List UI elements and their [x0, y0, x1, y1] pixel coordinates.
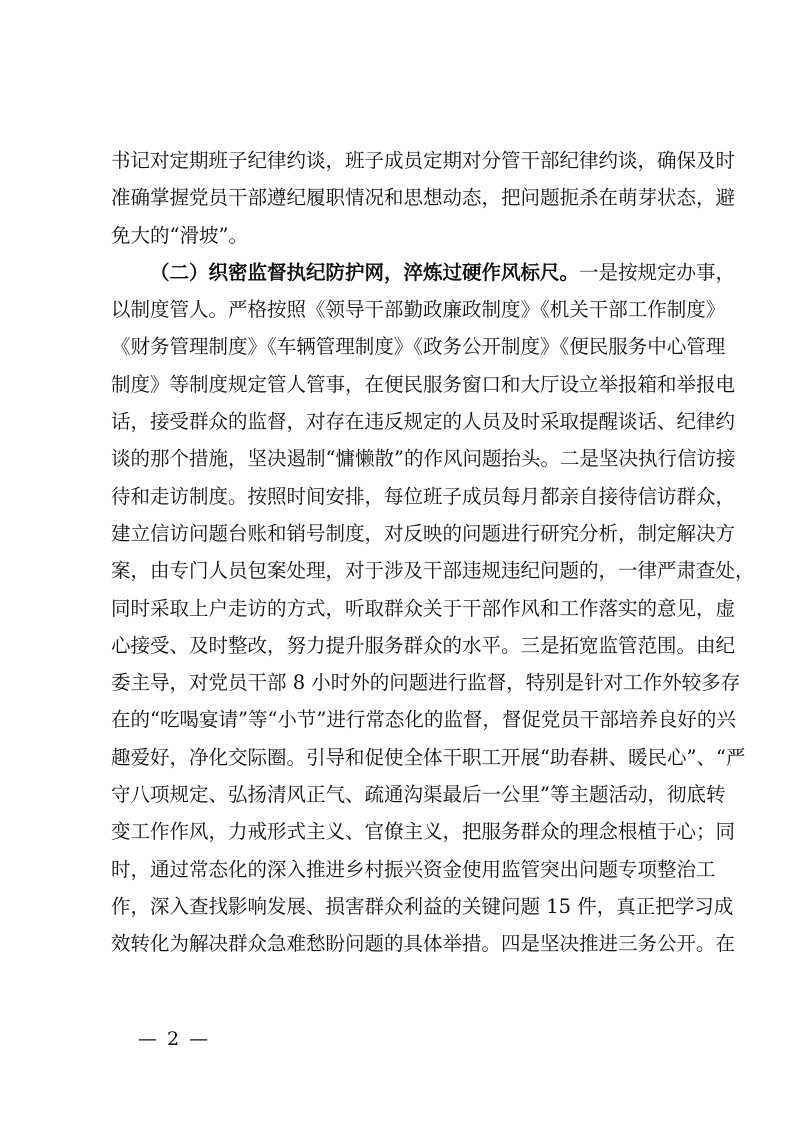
page-number: — 2 —: [138, 1028, 211, 1050]
text-line: 以制度管人。严格按照《领导干部勤政廉政制度》《机关干部工作制度》: [111, 298, 726, 322]
text-line: 时，通过常态化的深入推进乡村振兴资金使用监管突出问题专项整治工: [111, 857, 716, 881]
text-segment: 一是按规定办事，: [579, 260, 736, 284]
text-line: 《财务管理制度》《车辆管理制度》《政务公开制度》《便民服务中心管理: [111, 335, 726, 359]
text-line: 谈的那个措施，坚决遏制“慵懒散”的作风问题抬头。二是坚决执行信访接: [111, 447, 736, 471]
text-line: 委主导，对党员干部 8 小时外的问题进行监督，特别是针对工作外较多存: [111, 671, 741, 695]
text-line: 待和走访制度。按照时间安排，每位班子成员每月都亲自接待信访群众，: [111, 484, 736, 508]
text-line: 准确掌握党员干部遵纪履职情况和思想动态，把问题扼杀在萌芽状态，避: [111, 186, 736, 210]
text-line: 心接受、及时整改，努力提升服务群众的水平。三是拓宽监管范围。由纪: [111, 633, 736, 657]
text-line: 话，接受群众的监督，对存在违反规定的人员及时采取提醒谈话、纪律约: [111, 410, 736, 434]
text-line: 制度》等制度规定管人管事，在便民服务窗口和大厅设立举报箱和举报电: [111, 372, 736, 396]
text-line: 同时采取上户走访的方式，听取群众关于干部作风和工作落实的意见，虚: [111, 596, 736, 620]
text-line: 在的“吃喝宴请”等“小节”进行常态化的监督，督促党员干部培养良好的兴: [111, 708, 736, 732]
section-heading-line: [111, 254, 736, 291]
section-heading: （二）织密监督执纪防护网，淬炼过硬作风标尺。: [150, 260, 580, 284]
text-line: 趣爱好，净化交际圈。引导和促使全体干职工开展“助春耕、暖民心”、“严: [111, 745, 746, 769]
text-line: 案，由专门人员包案处理，对于涉及干部违规违纪问题的，一律严肃查处，: [111, 559, 755, 583]
text-line: 作，深入查找影响发展、损害群众利益的关键问题 15 件，真正把学习成: [111, 894, 734, 918]
text-line: 免大的“滑坡”。: [111, 223, 248, 247]
body-text: [111, 142, 755, 963]
text-line: 变工作作风，力戒形式主义、官僚主义，把服务群众的理念根植于心；同: [111, 820, 736, 844]
text-line: 建立信访问题台账和销号制度，对反映的问题进行研究分析，制定解决方: [111, 521, 736, 545]
text-line: 守八项规定、弘扬清风正气、疏通沟渠最后一公里”等主题活动，彻底转: [111, 783, 726, 807]
text-line: 书记对定期班子纪律约谈，班子成员定期对分管干部纪律约谈，确保及时: [111, 149, 736, 172]
text-line: 效转化为解决群众急难愁盼问题的具体举措。四是坚决推进三务公开。在: [111, 932, 736, 956]
